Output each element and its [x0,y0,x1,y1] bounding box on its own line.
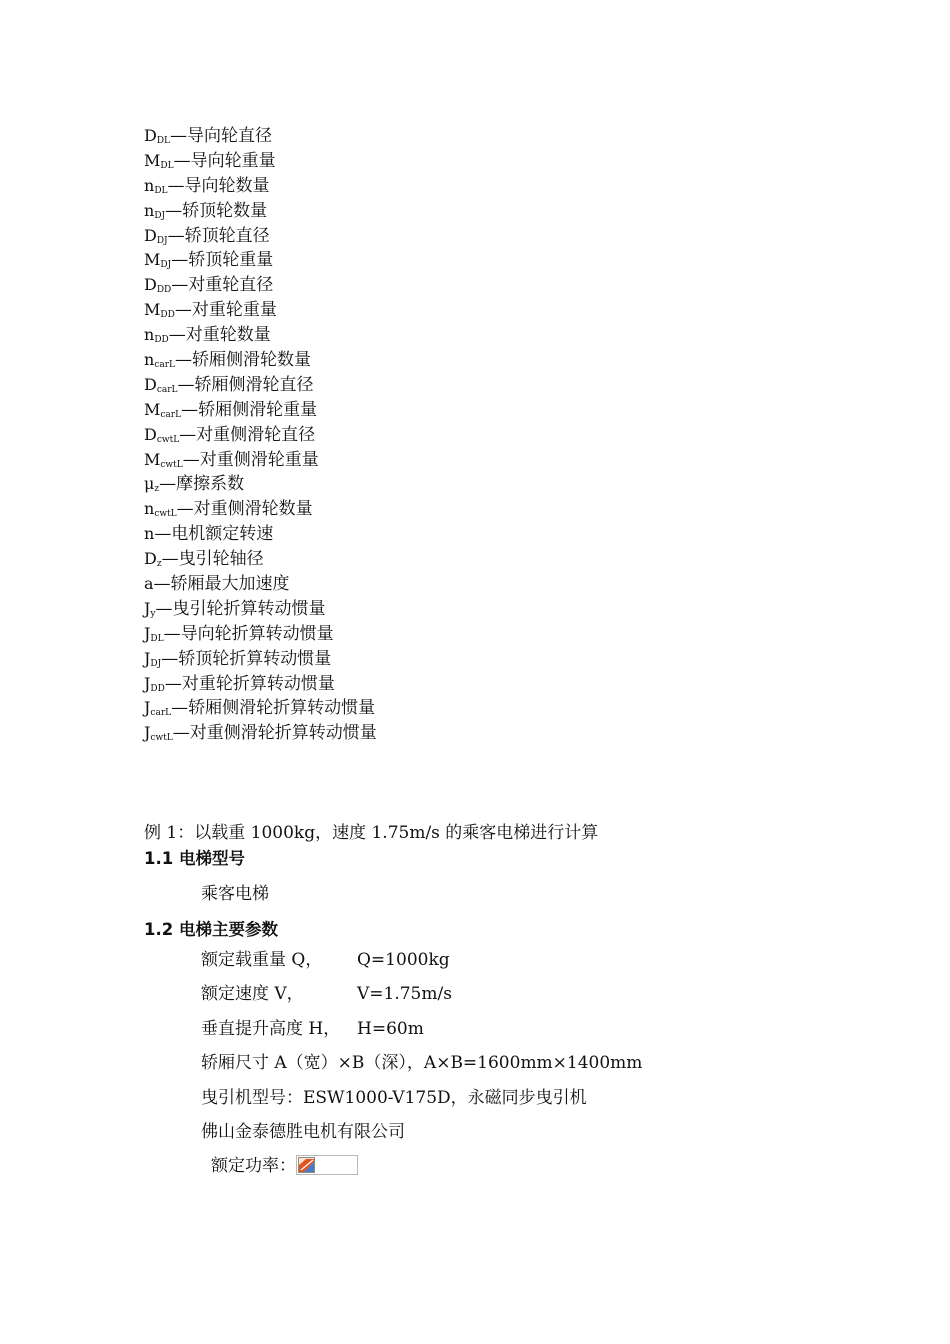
definition-text: 导向轮直径 [187,126,273,146]
rated-power-line [144,1149,904,1183]
param-row-load [144,943,904,977]
definition-row [144,622,377,647]
symbol-subscript: DL [160,160,174,171]
symbol-subscript: cwtL [150,733,173,744]
dash: — [175,350,192,371]
definition-row [144,597,377,622]
symbol: D [144,126,157,145]
definition-row [144,472,377,497]
definition-text: 导向轮重量 [190,150,276,171]
definition-row [144,547,377,572]
definition-text: 对重轮重量 [191,300,277,321]
definition-row [144,423,377,448]
symbol-subscript: DD [154,335,169,346]
definition-row [144,199,377,224]
symbol-subscript: carL [160,409,182,420]
definition-text: 轿厢侧滑轮折算转动惯量 [188,698,376,719]
symbol-subscript: DD [150,683,165,694]
symbol-subscript: carL [150,708,172,719]
car-size-line: 轿厢尺寸 A（宽）×B（深），A×B=1600mm×1400mm [201,1053,643,1074]
manufacturer-line: 佛山金泰德胜电机有限公司 [201,1121,405,1142]
symbol: J [144,673,151,693]
dash: — [171,698,189,719]
symbol-subscript: DJ [160,260,172,271]
dash: — [167,225,185,246]
symbol: D [144,275,157,295]
dash: — [161,549,179,570]
dash: — [174,300,192,321]
symbol-subscript: z [156,559,162,570]
symbol-subscript: DL [150,633,164,644]
definition-text: 对重轮数量 [185,325,271,346]
symbol-definitions [144,124,377,746]
definition-row [144,348,377,373]
symbol-subscript: cwtL [154,509,177,520]
dash: — [172,723,190,744]
dash: — [173,150,191,171]
dash: — [164,673,182,694]
definition-row [144,124,377,149]
dash: — [179,424,197,445]
dash: — [176,499,194,520]
symbol: J [144,698,151,718]
param-value: Q=1000kg [357,950,450,970]
symbol-subscript: DJ [150,658,162,669]
definition-text: 轿厢侧滑轮直径 [194,374,314,395]
dash: — [168,325,186,346]
section-heading-main-params: 1.2 电梯主要参数 [144,920,278,939]
definition-text: 摩擦系数 [176,474,245,495]
dash: — [165,200,183,221]
param-label: 垂直提升高度 H， [201,1018,341,1039]
definition-row [144,149,377,174]
example-intro: 例 1：以载重 1000kg，速度 1.75m/s 的乘客电梯进行计算 [144,823,599,843]
definition-row [144,373,377,398]
symbol: n [144,175,155,195]
definition-row [144,224,377,249]
param-label: 额定速度 V， [201,984,304,1005]
symbol: M [144,399,161,419]
param-value: V=1.75m/s [357,984,452,1005]
symbol: M [144,449,161,469]
symbol: D [144,374,157,394]
definition-row [144,398,377,423]
symbol: n [144,499,155,519]
definition-text: 曳引轮折算转动惯量 [172,598,326,619]
section-heading-elevator-type: 1.1 电梯型号 [144,849,245,868]
symbol-subscript: y [150,608,156,619]
symbol-subscript: z [154,484,160,495]
machine-model-line: 曳引机型号：ESW1000-V175D，永磁同步曳引机 [201,1087,587,1108]
symbol-subscript: DD [160,310,175,321]
dash: — [161,648,179,669]
symbol: a [144,574,154,594]
symbol: M [144,300,161,320]
definition-row [144,522,377,547]
definition-text: 对重轮直径 [188,275,274,296]
definition-text: 对重轮折算转动惯量 [181,673,335,694]
definition-text: 导向轮数量 [184,175,270,196]
dash: — [171,250,189,271]
broken-image-icon [298,1157,315,1173]
symbol-subscript: DL [156,136,171,146]
definition-text: 导向轮折算转动惯量 [180,623,334,644]
symbol-subscript: DJ [154,210,166,221]
definition-row [144,572,377,597]
symbol: J [144,648,151,668]
dash: — [170,126,188,146]
elevator-type-value: 乘客电梯 [201,884,269,904]
dash: — [177,374,195,395]
definition-row [144,323,377,348]
param-row-height [144,1012,904,1046]
definition-row [144,273,377,298]
symbol: M [144,250,161,270]
definition-row [144,696,377,721]
symbol: M [144,150,161,170]
definition-text: 轿厢最大加速度 [170,574,290,595]
image-placeholder [296,1155,358,1175]
definition-text: 轿厢侧滑轮数量 [192,350,311,371]
symbol-subscript: DL [154,185,168,196]
param-value: H=60m [357,1018,424,1039]
definition-text: 轿顶轮数量 [182,200,268,221]
symbol-subscript: cwtL [160,459,183,470]
symbol: n [144,200,155,220]
dash: — [153,574,171,595]
dash: — [155,598,173,619]
symbol: μ [144,474,155,494]
definition-row [144,448,377,473]
definition-row [144,174,377,199]
symbol-subscript: carL [154,360,175,371]
definition-row [144,672,377,697]
definition-text: 对重侧滑轮直径 [196,424,316,445]
definition-text: 轿顶轮重量 [188,250,274,271]
symbol-subscript: cwtL [156,434,180,445]
symbol: D [144,424,157,444]
definition-text: 电机额定转速 [171,524,274,545]
example-section [144,820,904,1183]
param-label: 额定载重量 Q， [201,950,323,970]
definition-row [144,497,377,522]
symbol: J [144,723,151,743]
dash: — [163,623,181,644]
dash: — [171,275,189,296]
symbol: J [144,598,151,618]
symbol: D [144,225,157,245]
definition-text: 曳引轮轴径 [178,549,264,570]
definition-text: 对重侧滑轮重量 [199,449,319,470]
definition-row [144,647,377,672]
symbol: n [144,350,155,370]
symbol-subscript: DJ [156,235,168,246]
dash: — [182,449,200,470]
definition-text: 对重侧滑轮折算转动惯量 [189,723,377,744]
dash: — [159,474,177,495]
definition-text: 轿顶轮直径 [184,225,270,246]
symbol-subscript: carL [156,384,178,395]
definition-text: 轿厢侧滑轮重量 [198,399,318,420]
dash: — [154,524,172,545]
definition-row [144,721,377,746]
symbol: J [144,623,151,643]
definition-row [144,248,377,273]
dash: — [167,175,185,196]
symbol: n [144,524,155,544]
symbol: n [144,325,155,345]
definition-text: 轿顶轮折算转动惯量 [178,648,332,669]
definition-text: 对重侧滑轮数量 [193,499,313,520]
dash: — [181,399,199,420]
param-row-speed [144,977,904,1011]
rated-power-label: 额定功率： [211,1156,296,1177]
definition-row [144,298,377,323]
symbol-subscript: DD [156,285,172,296]
symbol: D [144,549,157,569]
